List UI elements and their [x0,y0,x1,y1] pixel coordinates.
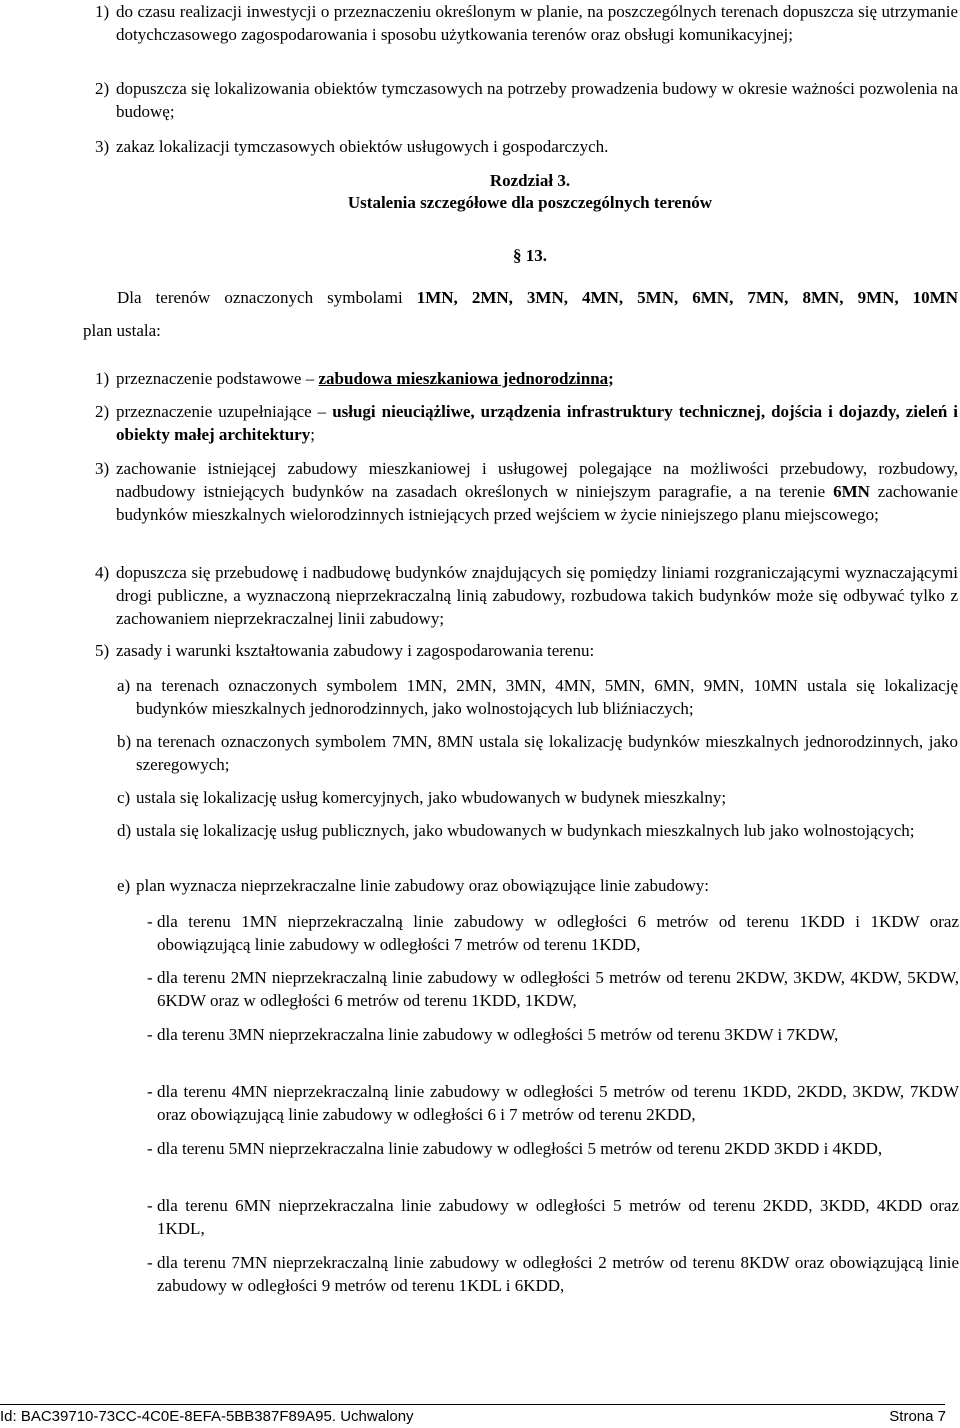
sub-item-e [117,874,958,897]
point-5 [97,639,958,662]
point-text: zasady i warunki kształtowania zabudowy i zagospodarowania terenu: [116,641,595,660]
point-label: przeznaczenie uzupełniające – [116,402,333,421]
point-text: zachowanie istniejącej zabudowy mieszkaniowej i usługowej polegające na możliwości przebudowy, rozbudowy, nadbudowy istniejących budynków na zasadach określonych w niniejszym paragrafie, a na terenie [116,459,958,501]
dash-marker: - [147,968,153,987]
dash-marker: - [147,1196,153,1215]
dash-text: dla terenu 1MN nieprzekraczalną linie zabudowy w odległości 6 metrów od terenu 1KDD i 1KDW oraz obowiązującą linie zabudowy w odległości 7 metrów od terenu 1KDD, [157,912,959,954]
intro-item-2 [97,77,958,123]
point-value: usługi nieuciążliwe, urządzenia infrastruktury technicznej, dojścia i dojazdy, zieleń i obiekty małej architektury [116,402,958,444]
lead-suffix: plan ustala: [83,321,161,340]
dash-text: dla terenu 5MN nieprzekraczalna linie zabudowy w odległości 5 metrów od terenu 2KDD 3KDD i 4KDD, [157,1139,883,1158]
item-number: 4) [95,563,110,582]
intro-item-1 [97,0,958,46]
point-1 [97,367,958,390]
item-text: dopuszcza się lokalizowania obiektów tymczasowych na potrzeby prowadzenia budowy w okresie ważności pozwolenia na budowę; [116,79,958,121]
dash-item-2mn [147,966,959,1012]
dash-marker: - [147,1253,153,1272]
page-number: Strona 7 [889,1408,946,1425]
dash-text: dla terenu 2MN nieprzekraczalną linie zabudowy w odległości 5 metrów od terenu 2KDW, 3KDW, 4KDW, 5KDW, 6KDW oraz w odległości 6 metrów od terenu 1KDD, 1KDW, [157,968,959,1010]
item-text: zakaz lokalizacji tymczasowych obiektów usługowych i gospodarczych. [116,137,609,156]
dash-item-5mn [147,1137,959,1160]
point-value: zabudowa mieszkaniowa jednorodzinna [318,369,609,388]
dash-item-1mn [147,910,959,956]
dash-marker: - [147,1139,153,1158]
dash-item-6mn [147,1194,959,1240]
sub-item-b [117,730,958,776]
chapter-title: Rozdział 3. [489,171,571,190]
item-number: 1) [95,369,110,388]
item-letter: a) [117,676,131,695]
section-number: § 13. [513,246,547,265]
dash-item-4mn [147,1080,959,1126]
point-text: dopuszcza się przebudowę i nadbudowę budynków znajdujących się pomiędzy liniami rozgraniczającymi wyznaczającymi drogi publiczne, a wyznaczoną nieprzekraczalną linią zabudowy, rozbudowa takich budynków może się odbywać tylko z zachowaniem nieprzekraczalnej linii zabudowy; [116,563,958,628]
intro-item-3 [97,135,958,158]
dash-text: dla terenu 4MN nieprzekraczalną linie zabudowy w odległości 5 metrów od terenu 1KDD, 2KDD, 3KDW, 7KDW oraz obowiązującą linie zabudowy w odległości 6 i 7 metrów od terenu 2KDD, [157,1082,959,1124]
item-number: 5) [95,641,110,660]
dash-text: dla terenu 7MN nieprzekraczalną linie zabudowy w odległości 2 metrów od terenu 8KDW oraz obowiązującą linie zabudowy w odległości 9 metrów od terenu 1KDL i 6KDD, [157,1253,959,1295]
dash-text: dla terenu 3MN nieprzekraczalna linie zabudowy w odległości 5 metrów od terenu 3KDW i 7KDW, [157,1025,839,1044]
point-3 [97,457,958,526]
item-text: do czasu realizacji inwestycji o przeznaczeniu określonym w planie, na poszczególnych terenach dopuszcza się utrzymanie dotychczasowego zagospodarowania i sposobu użytkowania terenów oraz obsługi komunikacyjnej; [116,2,958,44]
item-number: 2) [95,402,110,421]
item-letter: c) [117,788,131,807]
sub-item-text: ustala się lokalizację usług publicznych, jako wbudowanych w budynkach mieszkalnych lub jako wolnostojących; [136,821,915,840]
chapter-subtitle: Ustalenia szczegółowe dla poszczególnych terenów [347,193,713,212]
terrain-symbol: 6MN [833,482,870,501]
point-end: ; [310,425,315,444]
item-number: 1) [95,2,110,21]
lead-line [117,286,958,309]
dash-marker: - [147,912,153,931]
lead-prefix: Dla terenów oznaczonych symbolami [117,288,417,307]
dash-text: dla terenu 6MN nieprzekraczalna linie zabudowy w odległości 5 metrów od terenu 2KDD, 3KDD, 4KDD oraz 1KDL, [157,1196,959,1238]
point-end: ; [608,369,614,388]
sub-item-text: na terenach oznaczonych symbolem 1MN, 2MN, 3MN, 4MN, 5MN, 6MN, 9MN, 10MN ustala się lokalizację budynków mieszkalnych jednorodzinnych, jako wolnostojących lub bliźniaczych; [136,676,958,718]
item-number: 2) [95,79,110,98]
item-letter: d) [117,821,132,840]
item-number: 3) [95,137,110,156]
item-letter: b) [117,732,132,751]
sub-item-text: plan wyznacza nieprzekraczalne linie zabudowy oraz obowiązujące linie zabudowy: [136,876,709,895]
point-text: zachowanie budynków mieszkalnych wielorodzinnych istniejących przed wejściem w życie niniejszego planu miejscowego; [116,482,958,524]
dash-marker: - [147,1025,153,1044]
sub-item-d [117,819,958,842]
sub-item-text: na terenach oznaczonych symbolem 7MN, 8MN ustala się lokalizację budynków mieszkalnych jednorodzinnych, jako szeregowych; [136,732,958,774]
document-id: Id: BAC39710-73CC-4C0E-8EFA-5BB387F89A95. Uchwalony [0,1408,414,1425]
sub-item-text: ustala się lokalizację usług komercyjnych, jako wbudowanych w budynek mieszkalny; [136,788,727,807]
sub-item-c [117,786,958,809]
sub-item-a [117,674,958,720]
dash-item-3mn [147,1023,959,1046]
point-2 [97,400,958,446]
point-label: przeznaczenie podstawowe – [116,369,319,388]
lead-symbols: 1MN, 2MN, 3MN, 4MN, 5MN, 6MN, 7MN, 8MN, 9MN, 10MN [416,288,958,307]
item-letter: e) [117,876,131,895]
dash-item-7mn [147,1251,959,1297]
dash-marker: - [147,1082,153,1101]
item-number: 3) [95,459,110,478]
point-4 [97,561,958,630]
footer-divider [0,1404,945,1405]
